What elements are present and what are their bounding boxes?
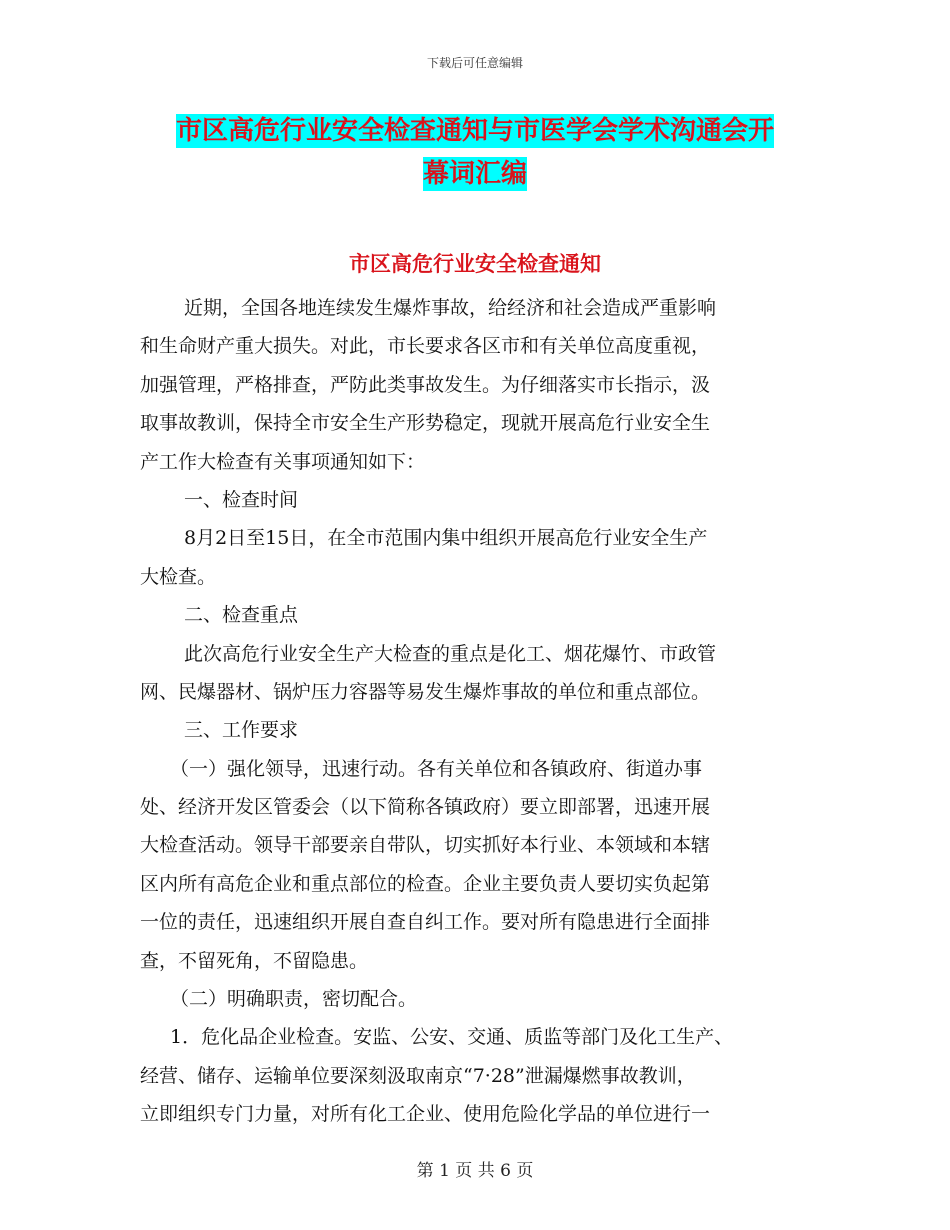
body-line: （二）明确职责，密切配合。 <box>170 988 418 1011</box>
heading-work-requirements: 三、工作要求 <box>184 719 299 742</box>
heading-inspection-focus: 二、检查重点 <box>184 604 299 627</box>
body-line: 1．危化品企业检查。安监、公安、交通、质监等部门及化工生产、 <box>170 1026 734 1049</box>
body-line: 大检查活动。领导干部要亲自带队，切实抓好本行业、本领域和本辖 <box>140 834 711 857</box>
header-note: 下载后可任意编辑 <box>426 56 523 70</box>
body-text <box>140 289 820 1134</box>
body-line: 立即组织专门力量，对所有化工企业、使用危险化学品的单位进行一 <box>140 1103 711 1126</box>
body-line: 产工作大检查有关事项通知如下： <box>140 450 426 473</box>
body-line: 和生命财产重大损失。对此，市长要求各区市和有关单位高度重视， <box>140 335 711 358</box>
body-line: 8月2日至15日，在全市范围内集中组织开展高危行业安全生产 <box>184 527 708 550</box>
document-title <box>150 110 800 196</box>
heading-inspection-time: 一、检查时间 <box>184 488 299 511</box>
body-line: 大检查。 <box>140 565 217 588</box>
section-title: 市区高危行业安全检查通知 <box>349 252 601 276</box>
body-line: （一）强化领导，迅速行动。各有关单位和各镇政府、街道办事 <box>170 757 703 780</box>
document-title-line-1: 市区高危行业安全检查通知与市医学会学术沟通会开 <box>175 116 774 146</box>
body-line: 加强管理，严格排查，严防此类事故发生。为仔细落实市长指示，汲 <box>140 373 711 396</box>
body-line: 区内所有高危企业和重点部位的检查。企业主要负责人要切实负起第 <box>140 872 711 895</box>
body-line: 查，不留死角，不留隐患。 <box>140 949 369 972</box>
body-line: 此次高危行业安全生产大检查的重点是化工、烟花爆竹、市政管 <box>184 642 717 665</box>
body-line: 处、经济开发区管委会（以下简称各镇政府）要立即部署，迅速开展 <box>140 796 711 819</box>
body-line: 网、民爆器材、锅炉压力容器等易发生爆炸事故的单位和重点部位。 <box>140 680 711 703</box>
body-line: 近期，全国各地连续发生爆炸事故，给经济和社会造成严重影响 <box>184 297 717 319</box>
body-line: 取事故教训，保持全市安全生产形势稳定，现就开展高危行业安全生 <box>140 412 711 435</box>
body-line: 经营、储存、运输单位要深刻汲取南京“7·28”泄漏爆燃事故教训， <box>140 1064 696 1087</box>
page-footer: 第 1 页 共 6 页 <box>416 1161 534 1181</box>
body-line: 一位的责任，迅速组织开展自查自纠工作。要对所有隐患进行全面排 <box>140 911 711 934</box>
document-title-line-2: 幕词汇编 <box>422 159 527 189</box>
